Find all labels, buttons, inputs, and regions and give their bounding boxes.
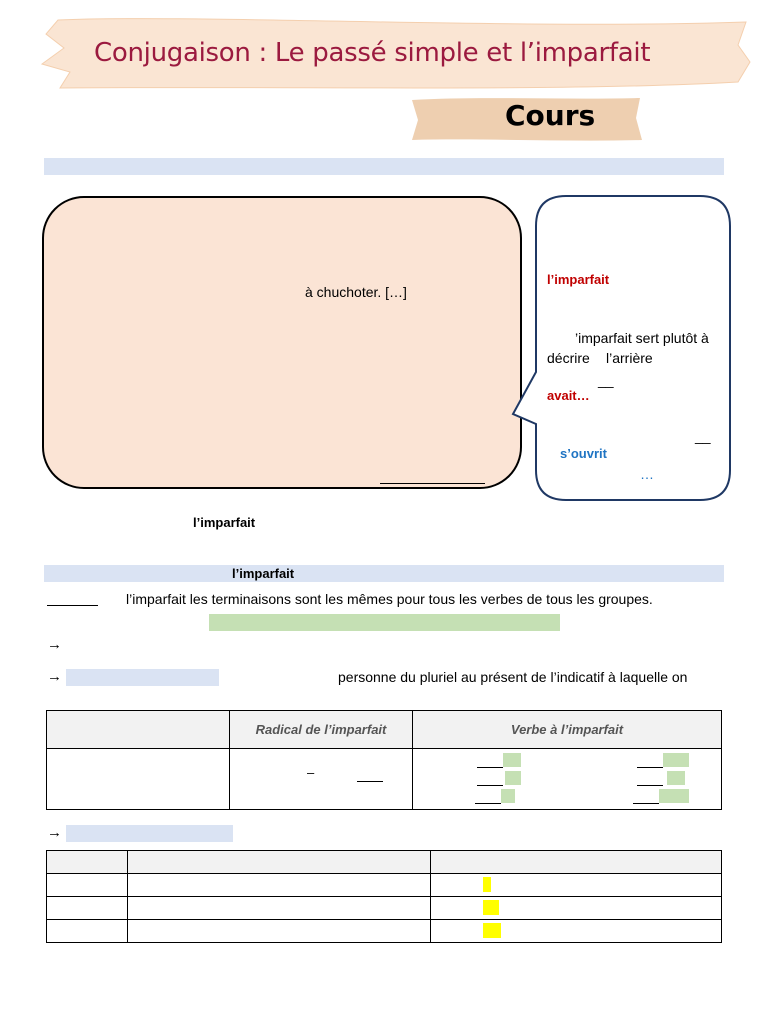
table-header-cell [431,851,722,874]
table-header-cell: Radical de l’imparfait [230,711,413,749]
arrow-3: → [47,824,62,841]
caption: l’imparfait [193,515,256,530]
table-row [47,920,722,943]
blank-line [633,803,659,804]
table-header-row [47,851,722,874]
blank-line [477,785,503,786]
bubble-line2: décrire [547,350,590,366]
table-row [47,874,722,897]
arrow-1: → [47,636,62,653]
arrow3-blue-strip [66,825,233,842]
table-cell [128,920,431,943]
radical-dash: – [307,765,315,780]
bubble-line1: ’imparfait sert plutôt à [575,330,709,346]
ending-green [659,789,689,803]
table-header-cell [128,851,431,874]
table-cell [47,749,230,810]
table-cell [47,920,128,943]
table-header-cell [47,851,128,874]
highlight-green-strip [209,614,560,631]
ending-green [505,771,521,785]
bubble-line2b: l’arrière [606,350,653,366]
rule-text: l’imparfait les terminaisons sont les mêmes pour tous les verbes de tous les groupes. [126,591,653,607]
table-cell [431,874,722,897]
page-title: Conjugaison : Le passé simple et l’imparfait [94,38,651,68]
excerpt-fragment: à chuchoter. […] [305,284,407,300]
bubble-example2: s’ouvrit [560,446,607,461]
ending-green [501,789,515,803]
table-header-row [47,711,722,749]
table-row [47,897,722,920]
blank-line [637,785,663,786]
conjugation-table [46,710,722,810]
ending-green [503,753,521,767]
table-row [47,749,722,810]
table-cell [128,897,431,920]
table-cell [431,897,722,920]
arrow-2: → [47,668,62,685]
rule-blank-line [47,605,98,606]
blank-line [475,803,501,804]
table-cell [230,749,413,810]
blank-line [477,767,503,768]
bubble-example1: avait… [547,388,590,403]
table-header-cell [47,711,230,749]
course-tag: Cours [505,99,596,132]
ending-green [663,753,689,767]
table-cell [431,920,722,943]
bubble-heading: l’imparfait [547,272,610,287]
section-strip [44,565,724,582]
radical-blank [357,781,383,782]
bubble-dash2: __ [695,428,711,444]
yellow-highlight [483,900,499,915]
section-heading: l’imparfait [232,566,295,581]
table-cell [47,897,128,920]
bubble-dash1: __ [598,372,614,388]
bubble-ellipsis: … [640,466,654,482]
arrow2-blue-strip [66,669,219,686]
blank-line [637,767,663,768]
explanation-bubble [510,194,736,504]
yellow-highlight [483,923,501,938]
section-strip-top [44,158,724,175]
header-banner [0,0,768,160]
arrow2-text: personne du pluriel au présent de l’indicatif à laquelle on [338,669,688,685]
yellow-highlight [483,877,491,892]
table-header-cell: Verbe à l’imparfait [413,711,722,749]
ending-green [667,771,685,785]
table-cell [413,749,722,810]
table-cell [47,874,128,897]
exceptions-table [46,850,722,943]
table-cell [128,874,431,897]
text-excerpt-box [42,196,522,489]
excerpt-underline [380,483,485,484]
